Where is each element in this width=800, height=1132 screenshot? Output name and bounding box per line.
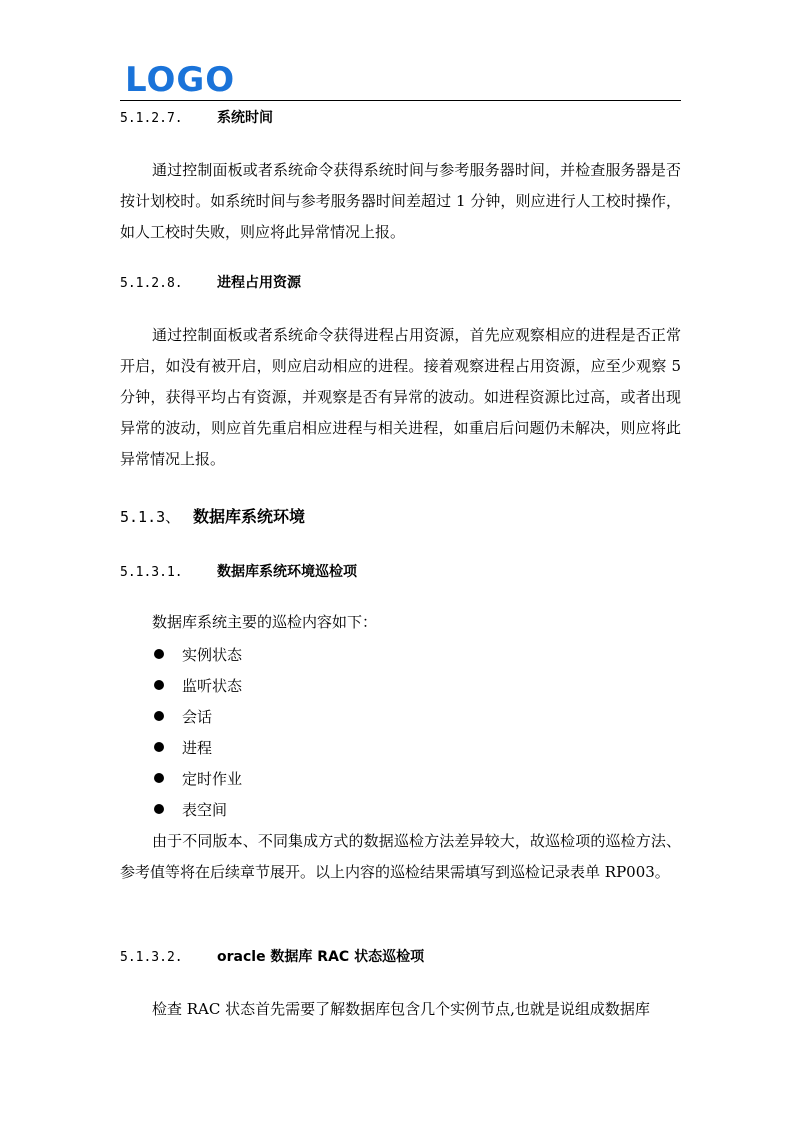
inspection-item-list [154,640,242,826]
heading-number: 5.1.3.1. [120,565,183,580]
list-item: 定时作业 [154,764,242,795]
heading-5-1-3 [120,505,305,529]
list-item: 进程 [154,733,242,764]
heading-title: 进程占用资源 [217,275,301,291]
heading-title: 系统时间 [217,110,273,126]
heading-title: oracle 数据库 RAC 状态巡检项 [217,949,425,965]
heading-number: 5.1.2.7. [120,111,183,126]
logo: LOGO [125,60,236,100]
bullet-icon [154,742,164,752]
list-item: 实例状态 [154,640,242,671]
bullet-icon [154,804,164,814]
heading-number: 5.1.2.8. [120,276,183,291]
paragraph-closing: 由于不同版本、不同集成方式的数据巡检方法差异较大，故巡检项的巡检方法、参考值等将在后续章节展开。以上内容的巡检结果需填写到巡检记录表单 RP003。 [120,832,681,881]
heading-5-1-2-8 [120,273,301,294]
bullet-icon [154,649,164,659]
list-item: 表空间 [154,795,242,826]
bullet-icon [154,711,164,721]
heading-number: 5.1.3、 [120,508,181,526]
heading-5-1-3-2 [120,947,424,968]
paragraph-rac-status: 检查 RAC 状态首先需要了解数据库包含几个实例节点,也就是说组成数据库 [152,1000,650,1018]
list-item: 会话 [154,702,242,733]
bullet-icon [154,773,164,783]
paragraph-process-resources: 通过控制面板或者系统命令获得进程占用资源，首先应观察相应的进程是否正常开启，如没有被开启，则应启动相应的进程。接着观察进程占用资源，应至少观察 5 分钟，获得平均占有资源，并观察是否有异常的波动。如进程资源比过高，或者出现异常的波动，则应首先重启相应进程与相关进程，如重启后问题仍未解决，则应将此异常情况上报。 [120,326,681,468]
header-divider [120,100,681,101]
bullet-icon [154,680,164,690]
heading-title: 数据库系统环境巡检项 [217,564,357,580]
heading-number: 5.1.3.2. [120,950,183,965]
paragraph-intro: 数据库系统主要的巡检内容如下： [152,613,378,631]
paragraph-system-time: 通过控制面板或者系统命令获得系统时间与参考服务器时间，并检查服务器是否按计划校时。如系统时间与参考服务器时间差超过 1 分钟，则应进行人工校时操作，如人工校时失败，则应将此异常情况上报。 [120,161,681,241]
heading-title: 数据库系统环境 [193,507,306,526]
list-item: 监听状态 [154,671,242,702]
heading-5-1-3-1 [120,562,357,583]
heading-5-1-2-7 [120,108,273,129]
